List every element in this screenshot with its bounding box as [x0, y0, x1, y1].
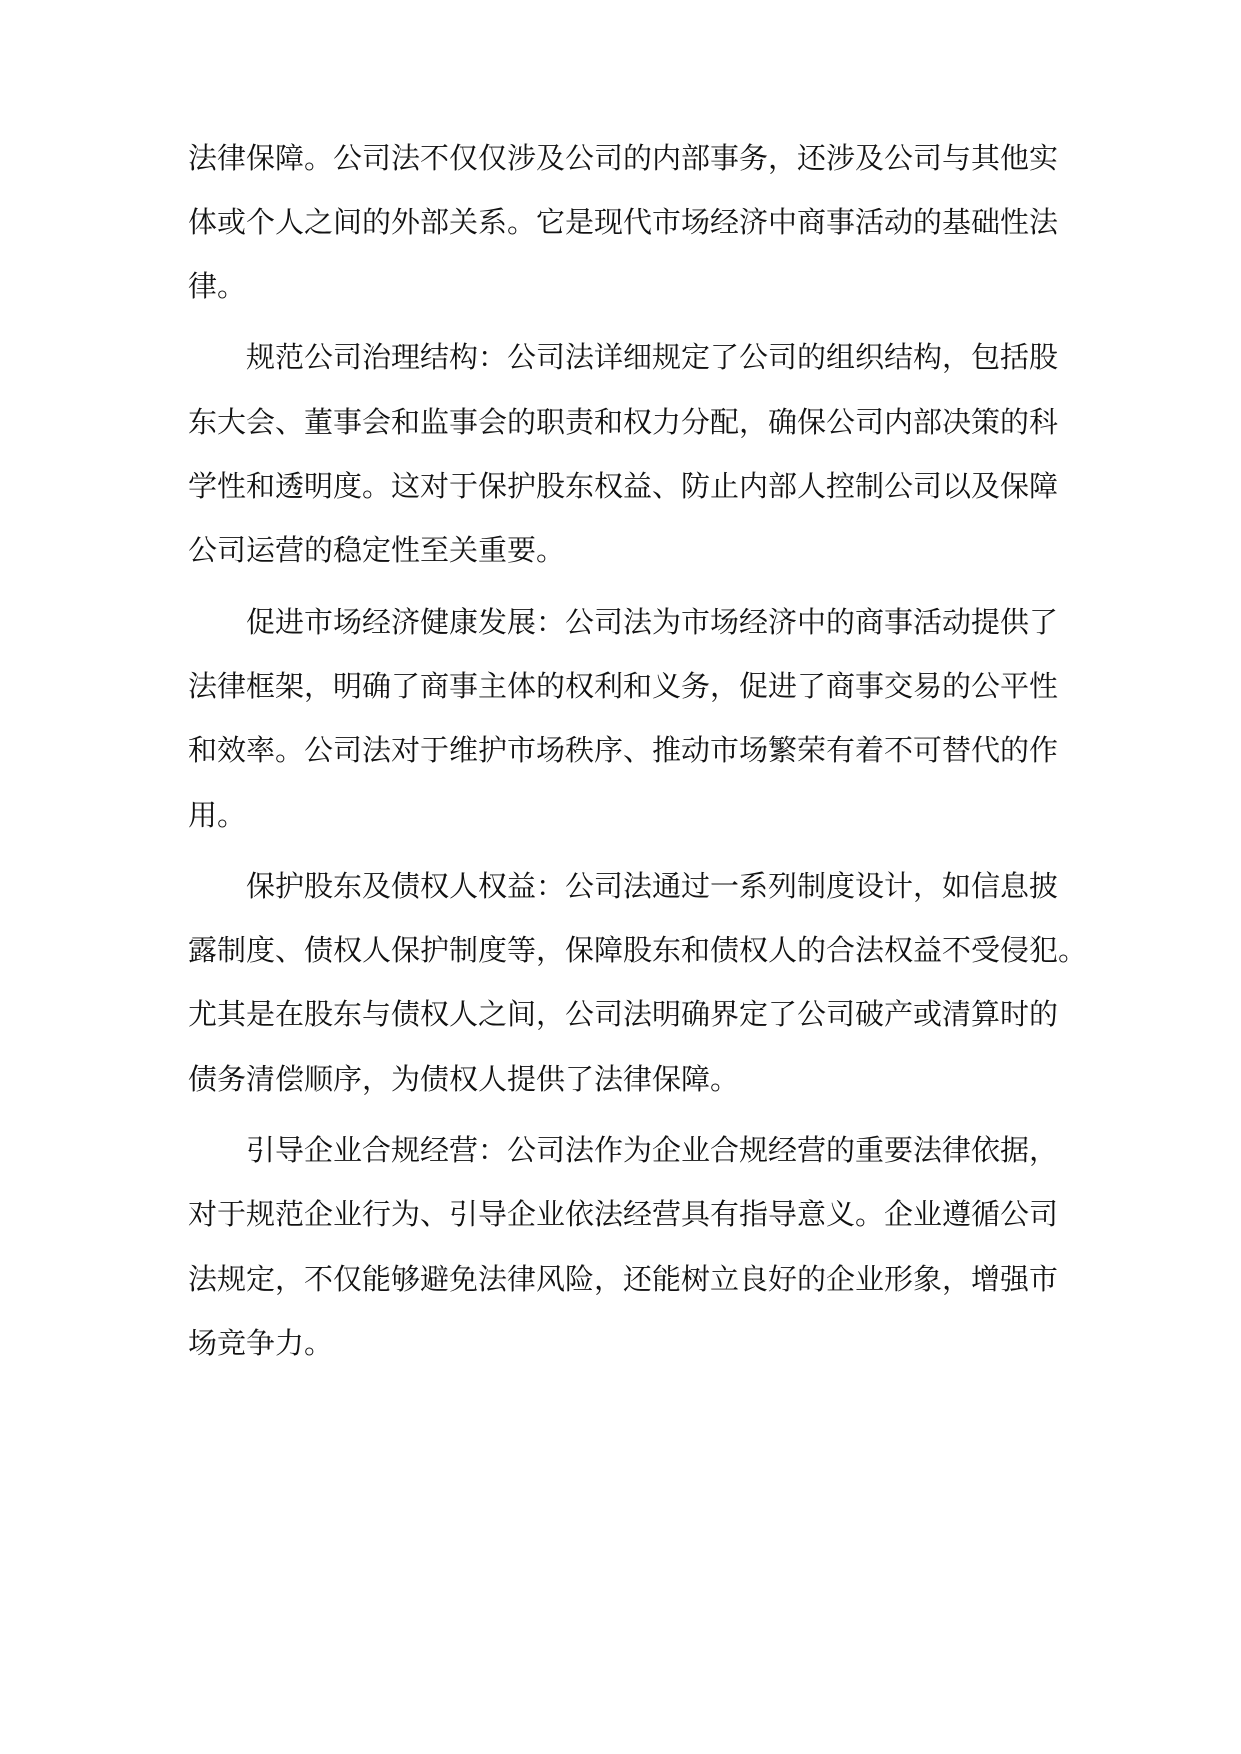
paragraph-heading-line: 引导企业合规经营：公司法作为企业合规经营的重要法律依据，: [246, 1133, 1059, 1167]
text-line: 法律保障。公司法不仅仅涉及公司的内部事务，还涉及公司与其他实: [188, 141, 1059, 175]
text-line: 对于规范企业行为、引导企业依法经营具有指导意义。企业遵循公司: [188, 1197, 1059, 1231]
text-line: 体或个人之间的外部关系。它是现代市场经济中商事活动的基础性法: [188, 205, 1059, 239]
paragraph-heading-line: 促进市场经济健康发展：公司法为市场经济中的商事活动提供了: [246, 605, 1059, 639]
text-line: 场竞争力。: [188, 1326, 334, 1360]
text-line: 法律框架，明确了商事主体的权利和义务，促进了商事交易的公平性: [188, 669, 1059, 703]
text-line: 和效率。公司法对于维护市场秩序、推动市场繁荣有着不可替代的作: [188, 733, 1059, 767]
text-line: 用。: [188, 798, 247, 832]
text-line: 律。: [188, 269, 247, 303]
paragraph-heading-line: 保护股东及债权人权益：公司法通过一系列制度设计，如信息披: [246, 869, 1059, 903]
text-line: 法规定，不仅能够避免法律风险，还能树立良好的企业形象，增强市: [188, 1262, 1059, 1296]
text-line: 尤其是在股东与债权人之间，公司法明确界定了公司破产或清算时的: [188, 997, 1059, 1031]
text-line: 学性和透明度。这对于保护股东权益、防止内部人控制公司以及保障: [188, 469, 1059, 503]
text-line: 露制度、债权人保护制度等，保障股东和债权人的合法权益不受侵犯。: [188, 933, 1088, 967]
paragraph-heading-line: 规范公司治理结构：公司法详细规定了公司的组织结构，包括股: [246, 340, 1059, 374]
text-line: 公司运营的稳定性至关重要。: [188, 533, 566, 567]
text-line: 债务清偿顺序，为债权人提供了法律保障。: [188, 1062, 740, 1096]
text-line: 东大会、董事会和监事会的职责和权力分配，确保公司内部决策的科: [188, 405, 1059, 439]
